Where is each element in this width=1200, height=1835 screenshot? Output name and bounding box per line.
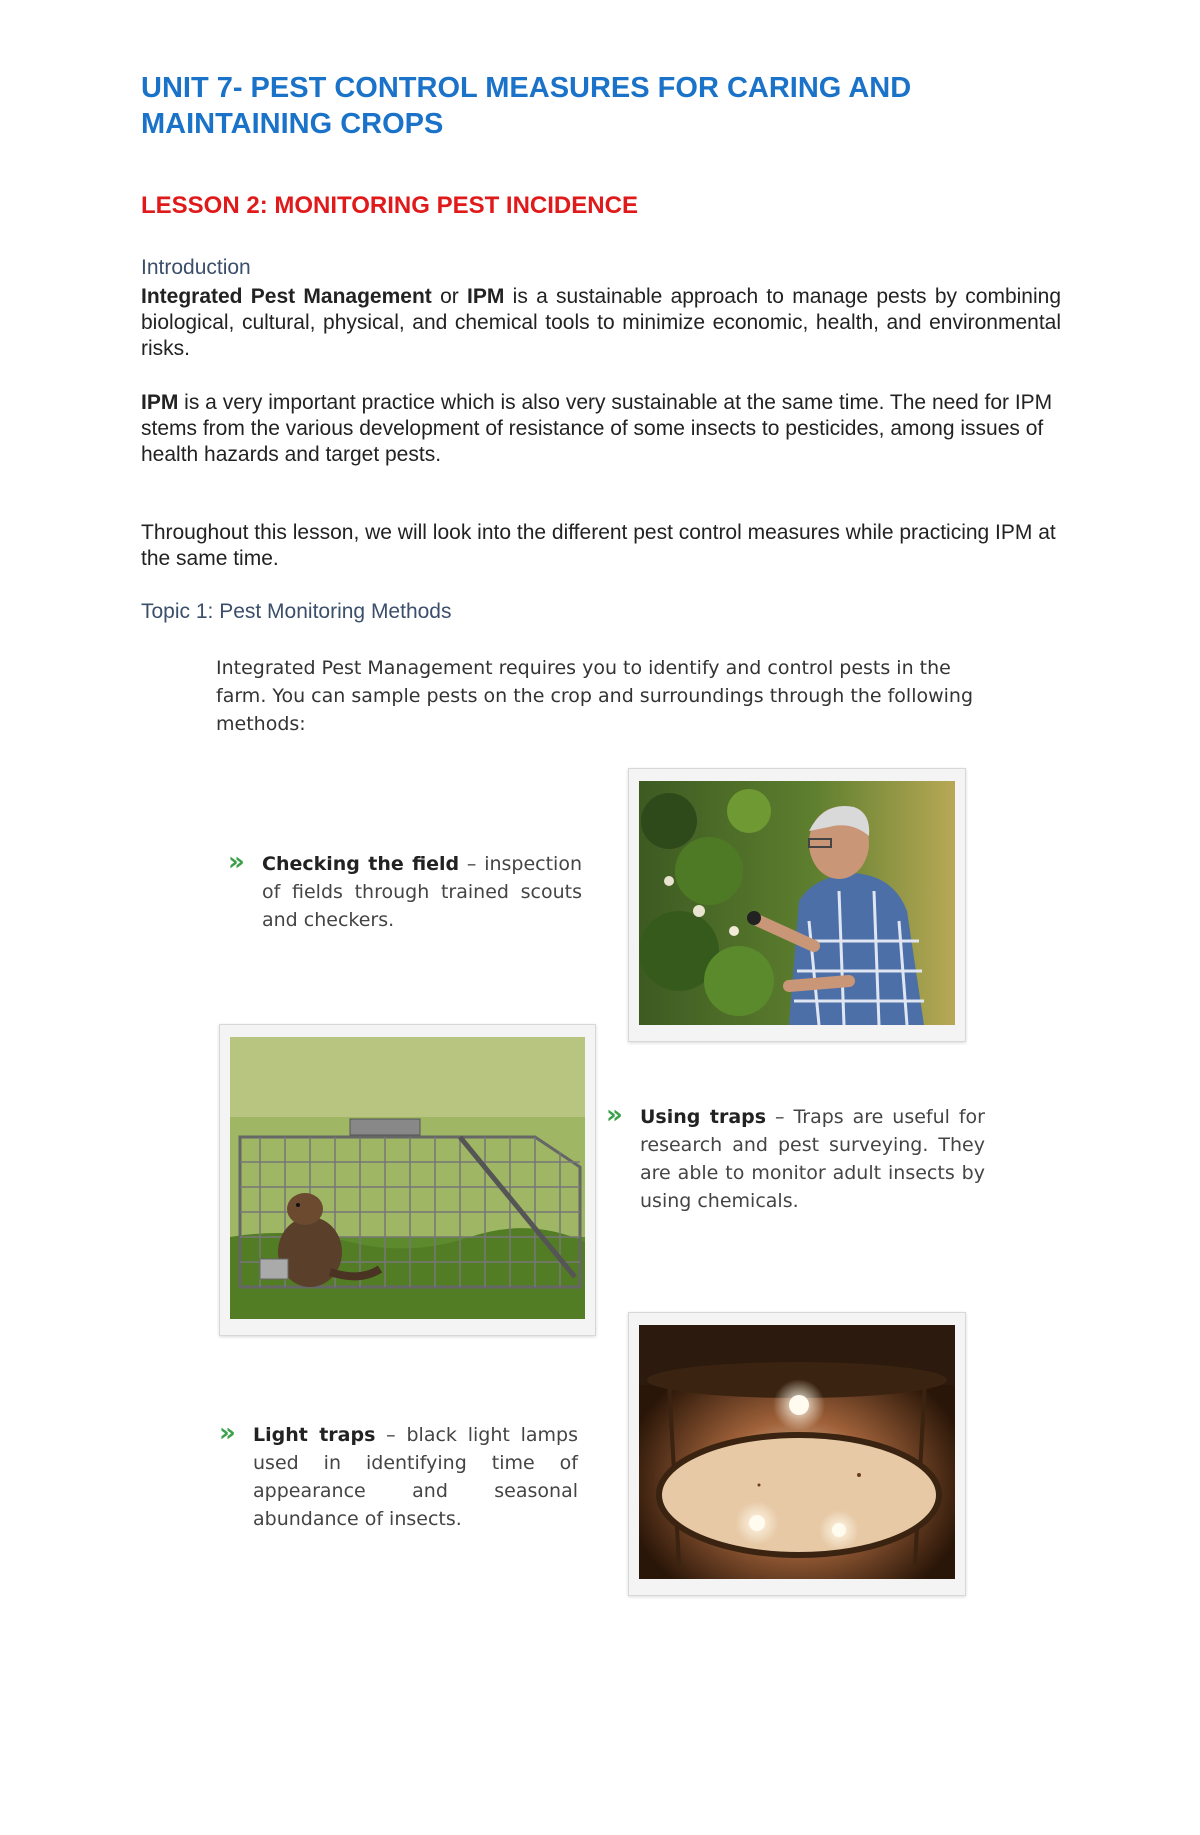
or-text: or (431, 285, 468, 308)
introduction-heading: Introduction (141, 256, 251, 279)
lesson-title: LESSON 2: MONITORING PEST INCIDENCE (141, 192, 638, 219)
photo-animal-in-cage-trap (219, 1024, 596, 1336)
topic-heading: Topic 1: Pest Monitoring Methods (141, 600, 452, 623)
intro-paragraph-3: Throughout this lesson, we will look into the different pest control measures while practicing IPM at the same time. (141, 521, 1056, 570)
topic-intro: Integrated Pest Management requires you to identify and control pests in the farm. You can sample pests on the crop and surroundings through the following methods: (216, 657, 974, 735)
method-desc: – inspection of fields through trained scouts and checkers. (262, 853, 582, 931)
term-ipm: IPM (467, 285, 505, 308)
method-desc: – black light lamps used in identifying time of appearance and seasonal abundance of insects. (253, 1424, 578, 1530)
green-chevron-icon: » (219, 1418, 236, 1448)
green-chevron-icon: » (228, 847, 245, 877)
method-name: Light traps (253, 1424, 376, 1446)
green-chevron-icon: » (606, 1100, 623, 1130)
intro-paragraph-2 (141, 390, 1061, 468)
intro-paragraph-1 (141, 284, 1061, 362)
photo-man-inspecting-plants (628, 768, 966, 1042)
photo-light-trap (628, 1312, 966, 1596)
method-using-traps (606, 1100, 985, 1215)
method-light-traps (219, 1418, 578, 1533)
paragraph-text: is a very important practice which is also very sustainable at the same time. The need for IPM stems from the various development of resistance of some insects to pesticides, among issues of health hazards and target pests. (141, 391, 1053, 466)
method-name: Using traps (640, 1106, 767, 1128)
term-ipm: IPM (141, 391, 179, 414)
method-desc: – Traps are useful for research and pest surveying. They are able to monitor adult insects by using chemicals. (640, 1106, 985, 1212)
method-checking-field (228, 847, 582, 934)
paragraph-text: is a sustainable approach to manage pests by combining biological, cultural, physical, and chemical tools to minimize economic, health, and environmental risks. (141, 285, 1062, 360)
method-name: Checking the field (262, 853, 460, 875)
term-ipm-full: Integrated Pest Management (141, 285, 432, 308)
unit-title: UNIT 7- PEST CONTROL MEASURES FOR CARING AND MAINTAINING CROPS (141, 72, 912, 140)
